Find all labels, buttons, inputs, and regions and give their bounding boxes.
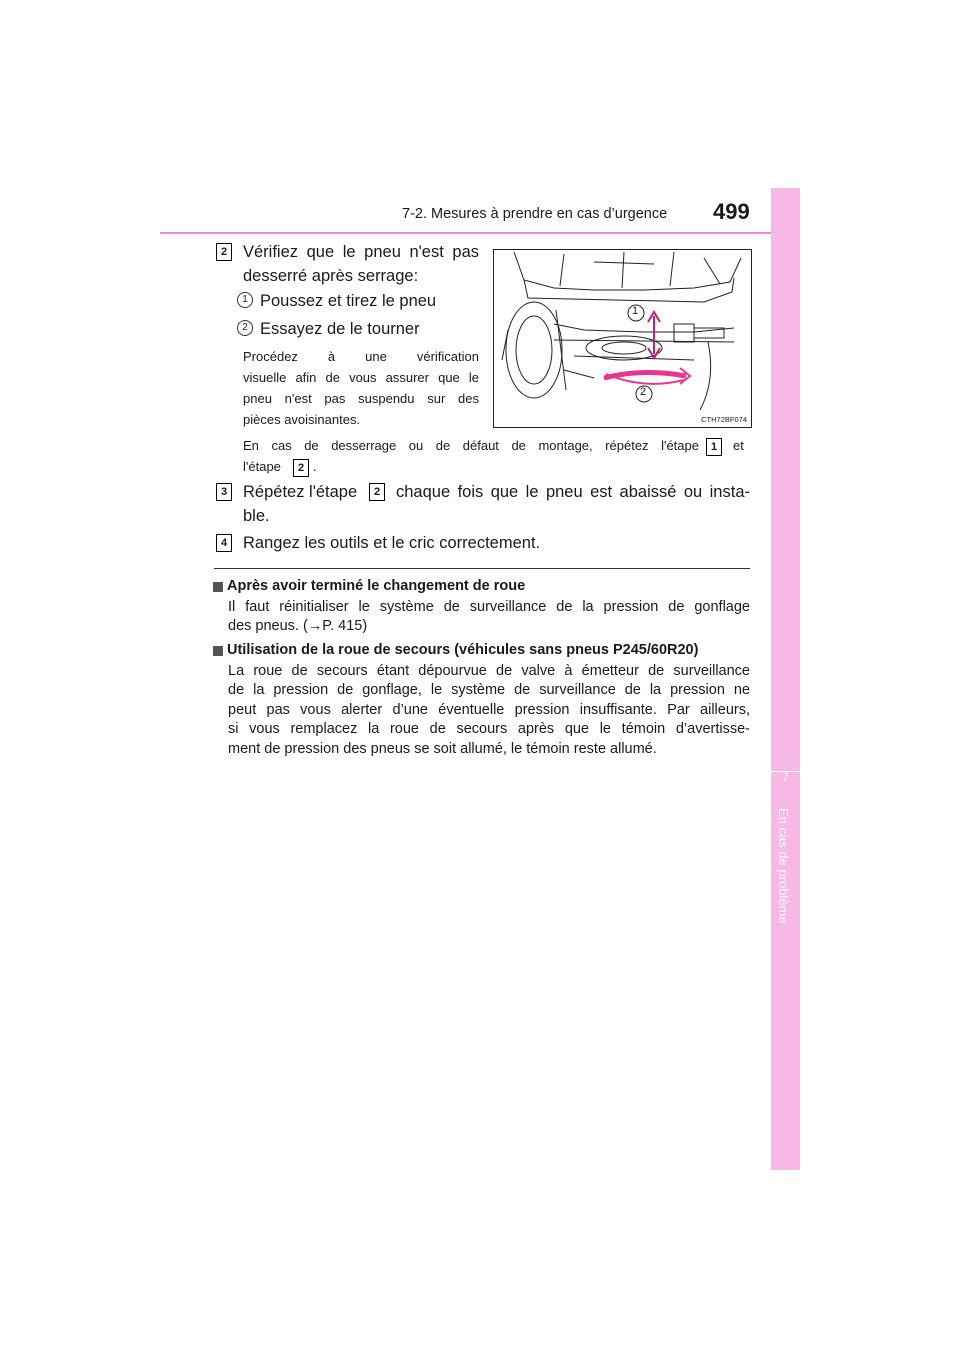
note-bullet-icon <box>213 582 223 592</box>
note1-line1: Il faut réinitialiser le système de surveillance de la pression de gonflage <box>228 599 750 615</box>
step-badge-4: 4 <box>216 534 232 552</box>
page-number: 499 <box>713 199 750 224</box>
note-bullet-icon <box>213 646 223 656</box>
step3-text-prefix: Répétez l'étape <box>243 483 358 501</box>
note2-line4: si vous remplacez la roue de secours après que le témoin d’avertisse- <box>228 721 750 737</box>
substep-number-2: 2 <box>237 320 253 336</box>
chapter-side-tab <box>771 188 800 1170</box>
vehicle-underside-drawing <box>494 250 751 427</box>
inline-step-badge-2: 2 <box>293 459 309 477</box>
detail-line1: Procédez à une vérification <box>243 349 479 364</box>
step-badge-2: 2 <box>216 243 232 261</box>
section-separator <box>214 568 750 569</box>
chapter-label <box>770 808 800 958</box>
detail-line4: pièces avoisinantes. <box>243 412 361 427</box>
step-badge-3: 3 <box>216 483 232 501</box>
figure-callout-2: 2 <box>640 386 647 398</box>
note2-line5: ment de pression des pneus se soit allumé, le témoin reste allumé. <box>228 741 657 757</box>
detail-line2: visuelle afin de vous assurer que le <box>243 370 479 385</box>
note2-line2: de la pression de gonflage, le système de surveillance de la pression ne <box>228 682 750 698</box>
note1-title: Après avoir terminé le changement de roue <box>227 578 526 594</box>
repeat-line2-prefix: l'étape <box>243 459 281 474</box>
chapter-number: 7 <box>782 770 789 784</box>
figure-callout-1: 1 <box>632 305 639 317</box>
repeat-line2-suffix: . <box>313 459 317 474</box>
substep1-text: Poussez et tirez le pneu <box>260 292 437 310</box>
chapter-label-text: En cas de problème <box>776 808 791 924</box>
repeat-et: et <box>733 438 744 453</box>
step2-line1: Vérifiez que le pneu n'est pas <box>243 243 479 261</box>
note2-line1: La roue de secours étant dépourvue de valve à émetteur de surveillance <box>228 663 750 679</box>
step3-line2: ble. <box>243 507 270 525</box>
inline-step-badge-2b: 2 <box>369 483 385 501</box>
step2-line2: desserré après serrage: <box>243 267 419 285</box>
header-rule <box>160 232 800 234</box>
detail-line3: pneu n'est pas suspendu sur des <box>243 391 479 406</box>
spare-tire-illustration <box>493 249 752 428</box>
step4-text: Rangez les outils et le cric correctement. <box>243 534 541 552</box>
note1-line2: des pneus. (→P. 415) <box>228 618 368 634</box>
inline-step-badge-1: 1 <box>706 438 722 456</box>
section-title: 7-2. Mesures à prendre en cas d’urgence <box>402 206 668 222</box>
note2-title: Utilisation de la roue de secours (véhicules sans pneus P245/60R20) <box>227 642 699 658</box>
substep2-text: Essayez de le tourner <box>260 320 420 338</box>
step3-text-suffix: chaque fois que le pneu est abaissé ou insta- <box>396 483 750 501</box>
substep-number-1: 1 <box>237 292 253 308</box>
repeat-line1: En cas de desserrage ou de défaut de montage, répétez l'étape <box>243 438 699 453</box>
note2-line3: peut pas vous alerter d’une éventuelle pression insuffisante. Par ailleurs, <box>228 702 750 718</box>
figure-caption: CTH72BF074 <box>701 415 747 424</box>
